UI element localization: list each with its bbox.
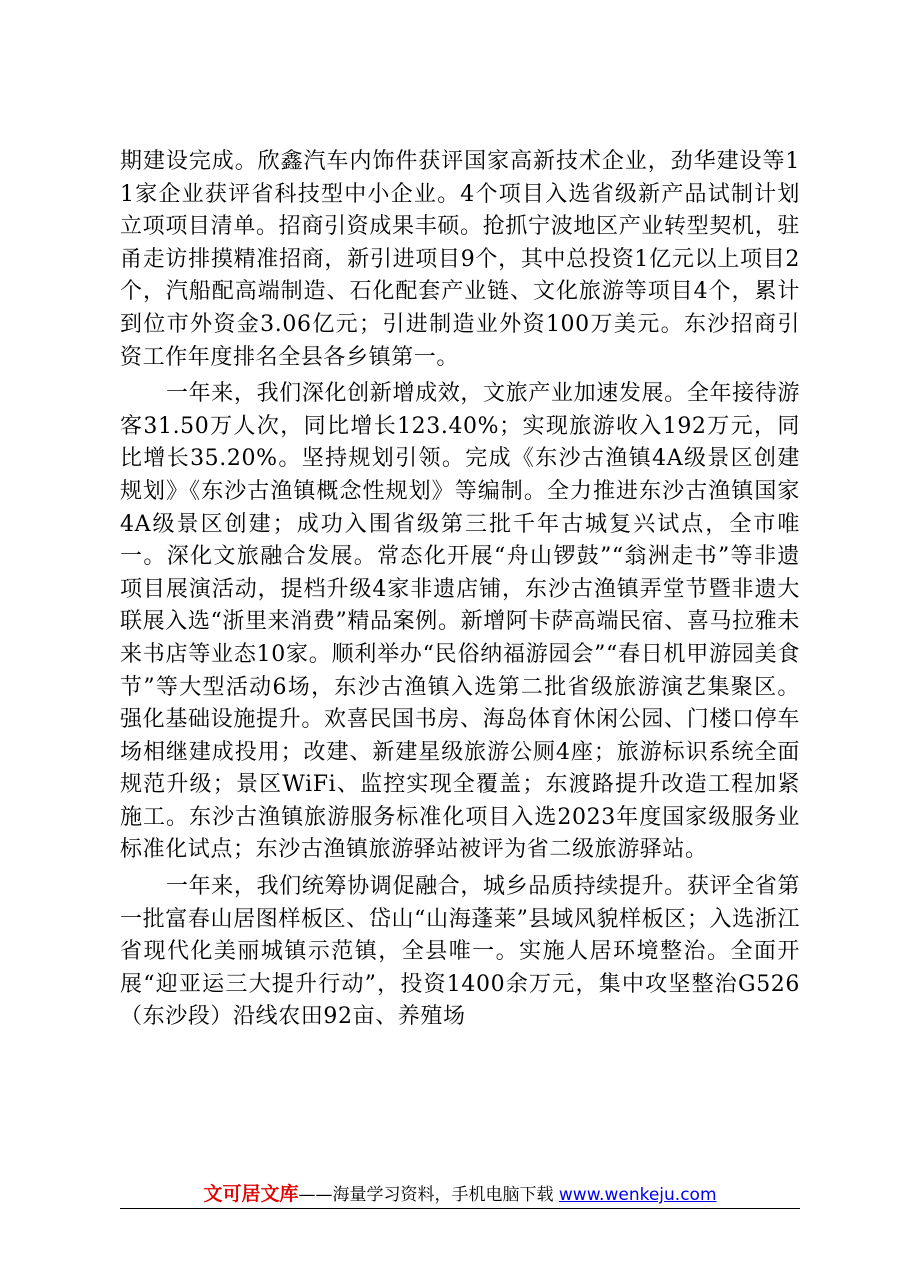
page-footer [120,1180,800,1208]
document-body [120,146,800,1034]
paragraph-2: 一年来，我们深化创新增成效，文旅产业加速发展。全年接待游客31.50万人次，同比增长123.40%；实现旅游收入192万元，同比增长35.20%。坚持规划引领。完成《东沙古渔镇4A级景区创建规划》《东沙古渔镇概念性规划》等编制。全力推进东沙古渔镇国家4A级景区创建；成功入围省级第三批千年古城复兴试点，全市唯一。深化文旅融合发展。常态化开展“舟山锣鼓”“翁洲走书”等非遗项目展演活动，提档升级4家非遗店铺，东沙古渔镇弄堂节暨非遗大联展入选“浙里来消费”精品案例。新增阿卡萨高端民宿、喜马拉雅未来书店等业态10家。顺利举办“民俗纳福游园会”“春日机甲游园美食节”等大型活动6场，东沙古渔镇入选第二批省级旅游演艺集聚区。强化基础设施提升。欢喜民国书房、海岛体育休闲公园、门楼口停车场相继建成投用；改建、新建星级旅游公厕4座；旅游标识系统全面规范升级；景区WiFi、监控实现全覆盖；东渡路提升改造工程加紧施工。东沙古渔镇旅游服务标准化项目入选2023年度国家级服务业标准化试点；东沙古渔镇旅游驿站被评为省二级旅游驿站。 [120,381,800,863]
footer-slogan: ——海量学习资料，手机电脑下载 [298,1185,554,1205]
paragraph-1: 期建设完成。欣鑫汽车内饰件获评国家高新技术企业，劲华建设等11家企业获评省科技型中小企业。4个项目入选省级新产品试制计划立项项目清单。招商引资成果丰硕。抢抓宁波地区产业转型契机，驻甬走访排摸精准招商，新引进项目9个，其中总投资1亿元以上项目2个，汽船配高端制造、石化配套产业链、文化旅游等项目4个，累计到位市外资金3.06亿元；引进制造业外资100万美元。东沙招商引资工作年度排名全县各乡镇第一。 [120,149,800,370]
footer-brand: 文可居文库 [203,1183,299,1205]
footer-divider [120,1208,800,1209]
paragraph-3: 一年来，我们统筹协调促融合，城乡品质持续提升。获评全省第一批富春山居图样板区、岱山“山海蓬莱”县域风貌样板区；入选浙江省现代化美丽城镇示范镇，全县唯一。实施人居环境整治。全面开展“迎亚运三大提升行动”，投资1400余万元，集中攻坚整治G526（东沙段）沿线农田92亩、养殖场 [120,874,800,1030]
footer-link[interactable]: www.wenkeju.com [558,1185,717,1205]
